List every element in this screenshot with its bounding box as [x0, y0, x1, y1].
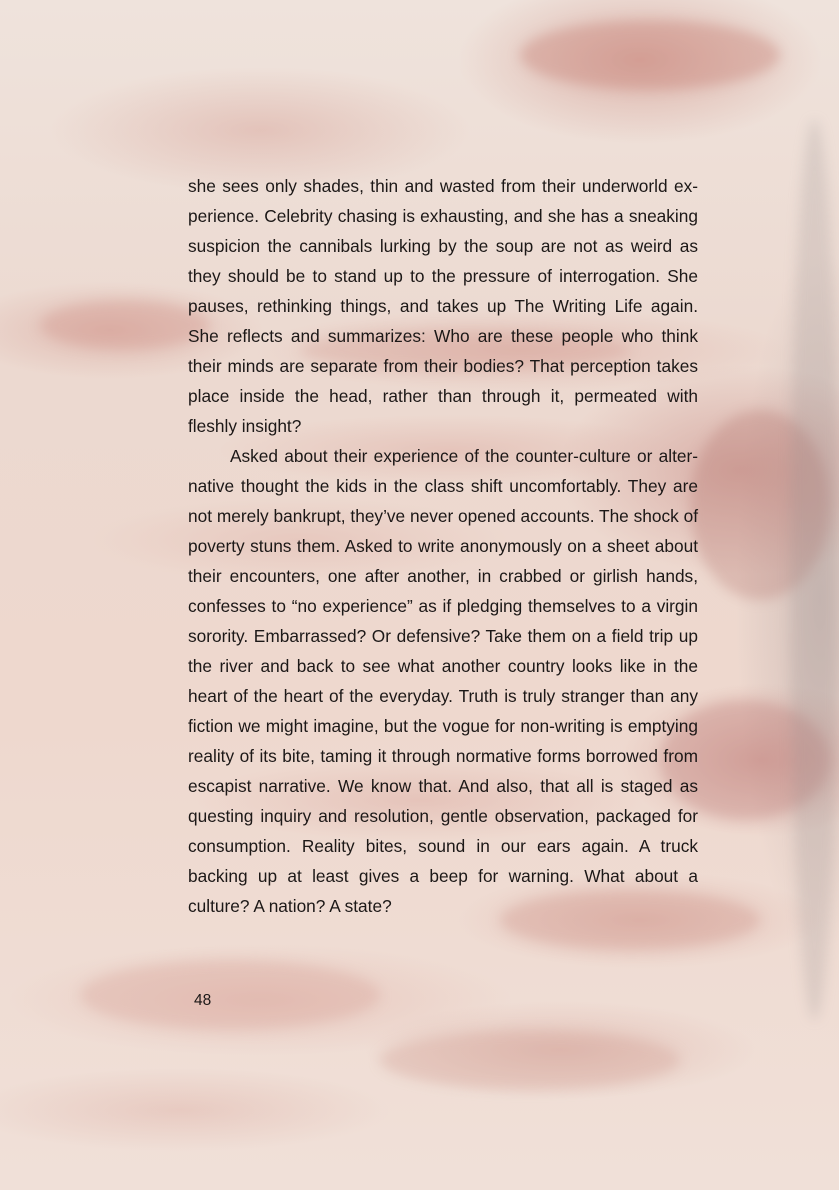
- page-number: 48: [194, 992, 212, 1009]
- paint-smear: [80, 960, 380, 1030]
- paragraph: she sees only shades, thin and wasted from their underworld experience. Celebrity chasing is exhausting, and she has a sneaking suspicion the cannibals lurking by the soup are not as weird as they should be to stand up to the pressure of interrogation. She pauses, rethinking things, and takes up The Writing Life again. She reflects and summarizes: Who are these people who think their minds are separate from their bodies? That perception takes place inside the head, rather than through it, permeated with fleshly insight?: [188, 176, 698, 436]
- paint-smear: [40, 300, 210, 350]
- paint-smear: [790, 120, 839, 1020]
- body-text: [188, 171, 698, 921]
- paint-smear: [520, 20, 780, 90]
- paragraph: Asked about their experience of the counter-culture or alternative thought the kids in the class shift uncomfortably. They are not merely bankrupt, they’ve never opened accounts. The shock of poverty stuns them. Asked to write anonymously on a sheet about their encounters, one after another, in crabbed or girlish hands, confesses to “no experience” as if pledging themselves to a virgin sorority. Embarrassed? Or defensive? Take them on a field trip up the river and back to see what another country looks like in the heart of the heart of the everyday. Truth is truly stranger than any fiction we might imagine, but the vogue for non-writing is emptying reality of its bite, taming it through normative forms borrowed from escapist narrative. We know that. And also, that all is staged as questing inquiry and resolution, gentle observation, packaged for consumption. Reality bites, sound in our ears again. A truck backing up at least gives a beep for warning. What about a culture? A nation? A state?: [188, 446, 698, 916]
- paint-smear: [380, 1030, 680, 1090]
